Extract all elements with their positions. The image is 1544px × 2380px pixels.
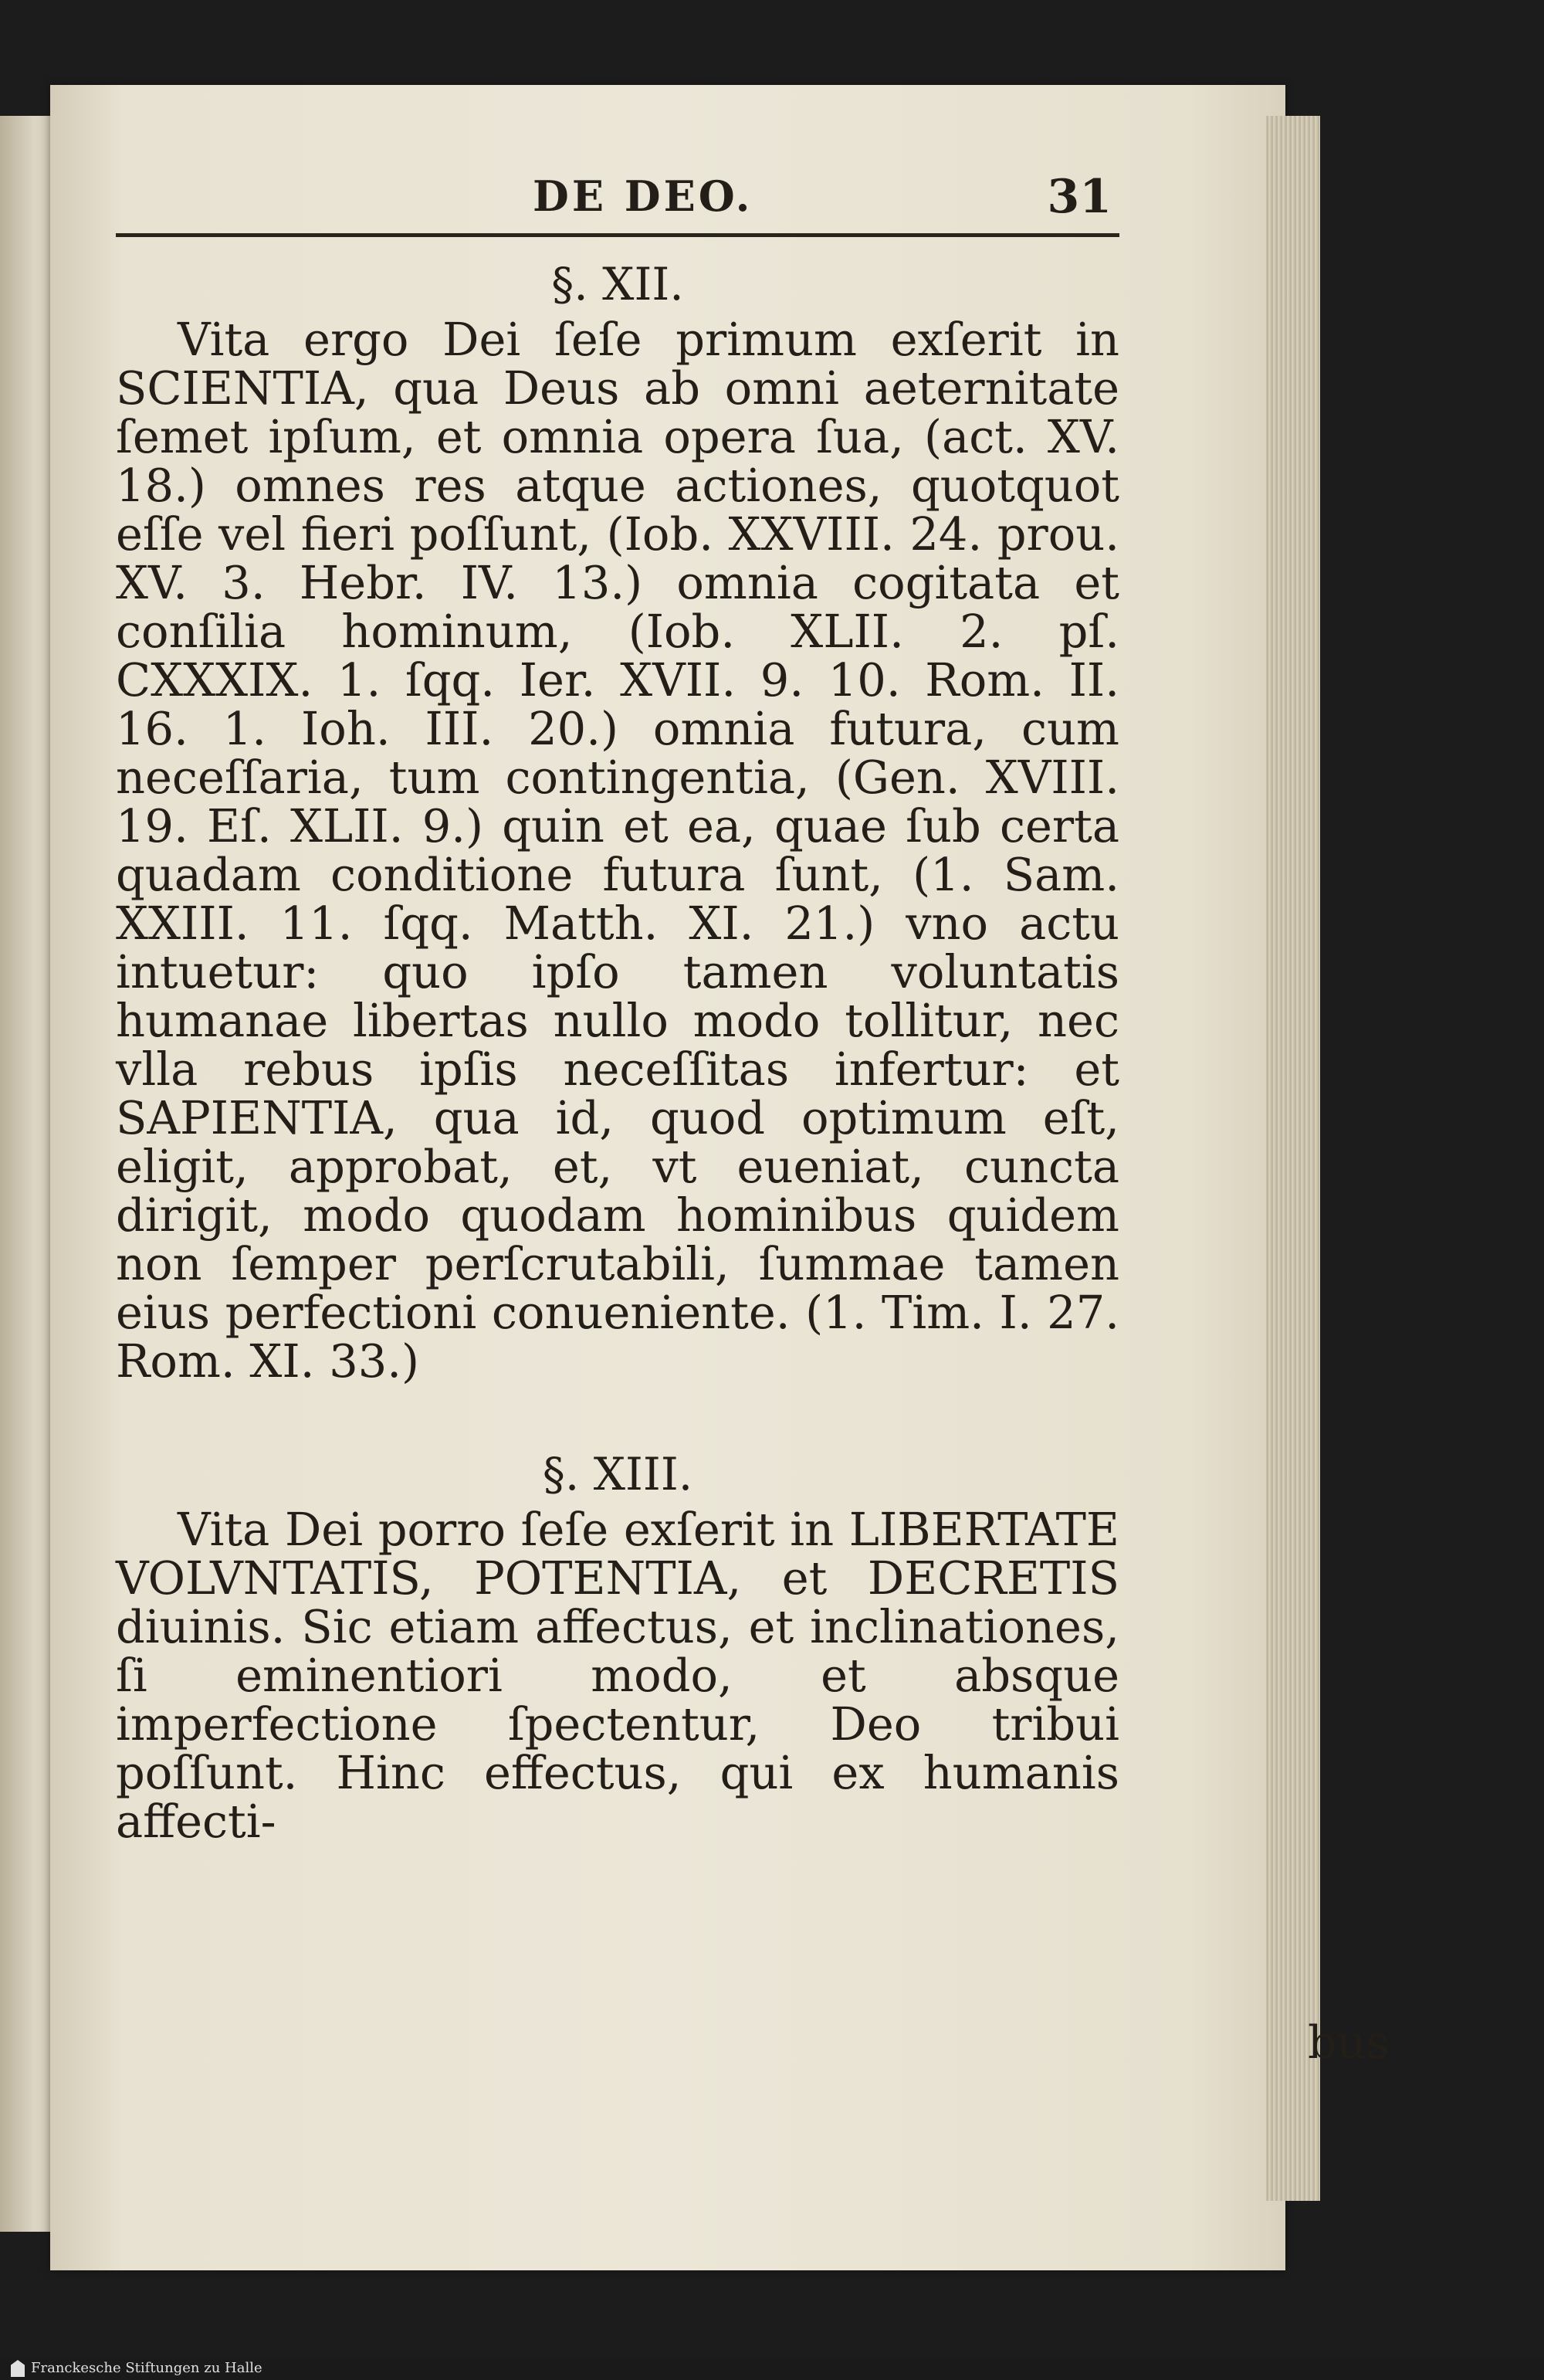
facing-page-edge	[0, 116, 50, 2232]
section-text-xii: Vita ergo Dei ſeſe primum exſerit in SCIENTIA, qua Deus ab omni aeternitate ſemet ipſum, et omnia opera ſua, (act. XV. 18.) omnes res atque actiones, quotquot eſſe vel fieri poſſunt, (Iob. XXVIII. 24. prou. XV. 3. Hebr. IV. 13.) omnia cogitata et conſilia hominum, (Iob. XLII. 2. pſ. CXXXIX. 1. ſqq. Ier. XVII. 9. 10. Rom. II. 16. 1. Ioh. III. 20.) omnia futura, cum neceſſaria, tum contingentia, (Gen. XVIII. 19. Eſ. XLII. 9.) quin et ea, quae ſub certa quadam conditione futura ſunt, (1. Sam. XXIII. 11. ſqq. Matth. XI. 21.) vno actu intuetur: quo ipſo tamen voluntatis humanae libertas nullo modo tollitur, nec vlla rebus ipſis neceſſitas infertur: et SAPIENTIA, qua id, quod optimum eſt, eligit, approbat, et, vt eueniat, cuncta dirigit, modo quodam hominibus quidem non ſemper perſcrutabili, ſummae tamen eius perfectioni conueniente. (1. Tim. I. 27. Rom. XI. 33.)	[116, 313, 1119, 1388]
footer-bar	[0, 2357, 1544, 2380]
section-text-xiii: Vita Dei porro ſeſe exſerit in LIBERTATE VOLVNTATIS, POTENTIA, et DECRETIS diuinis. Sic etiam affectus, et inclinationes, ſi eminentiori modo, et absque imperfectione ſpectentur, Deo tribui poſſunt. Hinc effectus, qui ex humanis affecti-	[116, 1503, 1119, 1848]
section-heading-xii: §. XII.	[551, 258, 684, 310]
page-number: 31	[1047, 170, 1112, 224]
section-heading-xiii: §. XIII.	[542, 1448, 693, 1500]
institution-logo-icon	[11, 2360, 25, 2377]
footer-credit: Franckesche Stiftungen zu Halle	[31, 2360, 262, 2376]
body-text	[116, 162, 1119, 1846]
running-head-title: DE DEO.	[533, 171, 753, 221]
page-fore-edge	[1266, 116, 1320, 2201]
catchword: bus	[1307, 2016, 1390, 2069]
